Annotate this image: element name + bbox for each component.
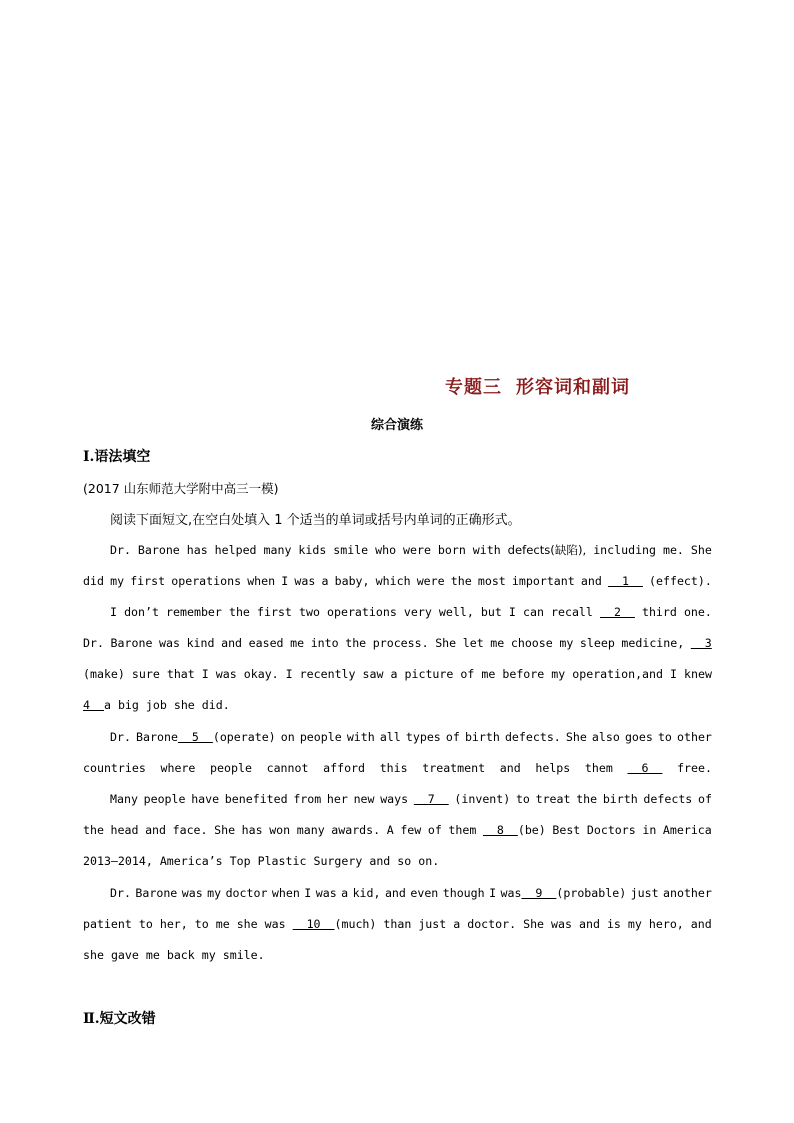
passage-word: my xyxy=(559,636,574,650)
passage-word: people xyxy=(210,761,252,775)
passage-word: Many xyxy=(110,792,138,806)
passage-word: of xyxy=(445,730,460,744)
passage-word: was xyxy=(181,886,203,900)
passage-word-with-blank: was 9 (probable) xyxy=(500,886,627,900)
passage-word: even xyxy=(410,886,439,900)
passage-word-with-blank xyxy=(600,604,635,620)
passage-word: the xyxy=(83,823,104,837)
passage-word: I xyxy=(489,886,497,900)
answer-blank: 7 xyxy=(413,792,449,806)
passage-word: birth xyxy=(602,792,638,806)
passage-word: let xyxy=(462,636,484,650)
passage-word: a xyxy=(390,667,398,681)
passage-word: eased xyxy=(248,636,284,650)
passage-line xyxy=(83,666,712,682)
passage-word-with-blank: 8 (be) xyxy=(482,823,546,837)
passage-word: including xyxy=(593,543,657,557)
answer-blank: 9 xyxy=(521,886,557,900)
passage-word-with-blank: Barone 5 (operate) xyxy=(136,730,276,744)
passage-word: and xyxy=(145,823,167,837)
passage-word: me xyxy=(290,636,305,650)
passage-word: my xyxy=(201,948,216,962)
answer-blank: 4 xyxy=(83,698,104,712)
passage-word: most xyxy=(477,574,506,588)
passage-word-with-blank xyxy=(691,635,712,651)
passage-word: She xyxy=(565,730,587,744)
passage-word: her xyxy=(326,792,348,806)
passage-word: medicine, xyxy=(621,636,685,650)
passage-word: on. xyxy=(418,854,440,868)
passage-word: me xyxy=(490,636,505,650)
passage-word: were xyxy=(403,543,431,557)
passage-word: also xyxy=(591,730,620,744)
passage-word: of xyxy=(427,823,442,837)
passage-word: helped xyxy=(214,543,257,557)
passage-line xyxy=(110,729,712,745)
passage-word: smile xyxy=(333,543,369,557)
passage-word-with-blank: 10 (much) xyxy=(292,917,377,931)
passage-word: I xyxy=(508,605,516,619)
passage-word: who xyxy=(375,543,397,557)
passage-word: my xyxy=(627,917,642,931)
passage-word: I xyxy=(285,667,293,681)
answer-blank: 1 xyxy=(607,574,643,588)
passage-word: birth xyxy=(464,730,500,744)
passage-word: a xyxy=(321,574,329,588)
passage-line xyxy=(110,885,712,901)
passage-word: (make) xyxy=(83,667,125,681)
passage-word: She xyxy=(523,917,545,931)
passage-word: kind xyxy=(186,636,215,650)
passage-word: picture xyxy=(404,667,454,681)
title-topic: 形容词和副词 xyxy=(516,377,630,398)
passage-word: face. xyxy=(172,823,208,837)
passage-word: defects(缺陷), xyxy=(507,543,587,557)
section-heading-grammar-fill: Ⅰ.语法填空 xyxy=(83,449,151,465)
passage-word: was xyxy=(264,917,286,931)
passage-word: gave xyxy=(110,948,139,962)
answer-blank: 5 xyxy=(177,730,213,744)
passage-word: I xyxy=(281,574,289,588)
passage-word: I xyxy=(670,667,677,681)
passage-line xyxy=(83,853,712,869)
passage-word: choose xyxy=(510,636,553,650)
passage-line xyxy=(110,542,712,558)
passage-word: (invent) xyxy=(454,792,511,806)
passage-word: this xyxy=(379,761,408,775)
passage-word: she xyxy=(173,698,195,712)
passage-word: Barone xyxy=(110,636,153,650)
passage-word: did. xyxy=(201,698,230,712)
passage-word: though xyxy=(442,886,485,900)
answer-blank: 2 xyxy=(599,605,635,619)
passage-word: my xyxy=(207,886,222,900)
passage-word: the xyxy=(450,574,472,588)
passage-word: me. xyxy=(662,543,684,557)
passage-word: ways xyxy=(380,792,409,806)
answer-blank: 3 xyxy=(690,636,712,650)
passage-word: free. xyxy=(677,761,712,775)
passage-word: types xyxy=(405,730,441,744)
passage-word: into xyxy=(310,636,339,650)
passage-word: Doctors xyxy=(586,823,636,837)
passage-line xyxy=(83,822,712,838)
passage-word: treatment xyxy=(422,761,486,775)
passage-word: she xyxy=(83,948,104,962)
passage-word: them xyxy=(448,823,477,837)
passage-word: before xyxy=(502,667,545,681)
passage-word: head xyxy=(110,823,139,837)
passage-word: to xyxy=(138,917,153,931)
passage-word: and xyxy=(690,917,712,931)
passage-word: but xyxy=(480,605,502,619)
passage-word: of xyxy=(460,667,475,681)
passage-word: few xyxy=(400,823,422,837)
passage-word: when xyxy=(247,574,276,588)
passage-word: them xyxy=(584,761,613,775)
passage-word: to xyxy=(515,792,530,806)
answer-blank: 10 xyxy=(292,917,335,931)
passage-word: Barone xyxy=(135,886,178,900)
passage-word: operations xyxy=(327,605,397,619)
passage-word: important xyxy=(511,574,575,588)
passage-word: doctor. xyxy=(467,917,517,931)
passage-line xyxy=(83,635,712,651)
passage-word: smile. xyxy=(222,948,265,962)
passage-word: I xyxy=(110,605,117,619)
page-subtitle: 综合演练 xyxy=(370,418,423,433)
passage-word: treat xyxy=(535,792,571,806)
passage-word: Plastic xyxy=(257,854,307,868)
passage-word: me xyxy=(215,917,230,931)
passage-word: She xyxy=(690,543,712,557)
passage-word: goes xyxy=(624,730,653,744)
passage-word: 2013—2014, xyxy=(83,854,153,868)
passage-word: sleep xyxy=(579,636,615,650)
passage-word: was xyxy=(215,667,237,681)
passage-word: people xyxy=(143,792,186,806)
passage-word: and xyxy=(499,761,521,775)
passage-word: countries xyxy=(83,761,146,775)
passage-word: with xyxy=(472,543,501,557)
passage-word: the xyxy=(576,792,598,806)
passage-word: okay. xyxy=(243,667,279,681)
passage-word: have xyxy=(191,792,220,806)
passage-word: defects xyxy=(643,792,693,806)
passage-word: a xyxy=(341,886,349,900)
title-number: 专题三 xyxy=(445,377,502,398)
passage-word: on xyxy=(280,730,295,744)
passage-word: benefited xyxy=(224,792,288,806)
passage-word: can xyxy=(522,605,544,619)
passage-word: the xyxy=(228,605,250,619)
passage-word: many xyxy=(263,543,292,557)
passage-word: back xyxy=(166,948,195,962)
passage-line xyxy=(110,791,712,807)
passage-word: just xyxy=(630,886,659,900)
passage-word: and xyxy=(221,636,243,650)
passage-word: when xyxy=(271,886,300,900)
passage-word: knew xyxy=(684,667,712,681)
passage-word: two xyxy=(298,605,320,619)
passage-word: where xyxy=(160,761,196,775)
passage-word: recall xyxy=(551,605,593,619)
page-title xyxy=(445,373,630,399)
passage-word: Dr. xyxy=(83,636,104,650)
passage-word: Top xyxy=(229,854,251,868)
passage-word: afford xyxy=(323,761,366,775)
passage-word: doctor xyxy=(225,886,268,900)
answer-blank: 8 xyxy=(482,823,518,837)
passage-word: just xyxy=(418,917,447,931)
passage-word: She xyxy=(435,636,457,650)
passage-word: did xyxy=(83,574,104,588)
passage-word: kids xyxy=(298,543,327,557)
passage-word: awards. xyxy=(331,823,381,837)
passage-word: with xyxy=(346,730,375,744)
passage-word: which xyxy=(375,574,411,588)
passage-word: so xyxy=(397,854,412,868)
passage-line xyxy=(110,604,712,620)
passage-word: my xyxy=(110,574,125,588)
passage-word: other xyxy=(677,730,712,744)
passage-word: and xyxy=(384,886,406,900)
passage-word: hero, xyxy=(648,917,684,931)
passage-word: process. xyxy=(372,636,429,650)
passage-word: baby, xyxy=(334,574,370,588)
passage-word: operation,and xyxy=(572,667,663,681)
passage-word: was xyxy=(551,917,572,931)
passage-word: don’t xyxy=(124,605,159,619)
exercise-source: (2017 山东师范大学附中高三一模) xyxy=(83,481,279,496)
passage-word: my xyxy=(551,667,566,681)
passage-word: from xyxy=(293,792,322,806)
passage-word: She xyxy=(214,823,236,837)
passage-line xyxy=(83,916,712,932)
passage-word: defects. xyxy=(504,730,561,744)
passage-word: Surgery xyxy=(313,854,363,868)
passage-word: Best xyxy=(552,823,581,837)
passage-word: she xyxy=(236,917,258,931)
passage-word: has xyxy=(186,543,208,557)
passage-word: I xyxy=(304,886,312,900)
passage-word: one. xyxy=(683,605,712,619)
passage-word: her, xyxy=(159,917,188,931)
passage-word: won xyxy=(269,823,291,837)
passage-word: me xyxy=(481,667,496,681)
passage-word: born xyxy=(437,543,466,557)
passage-word: to xyxy=(657,730,672,744)
passage-line xyxy=(83,697,712,713)
passage-word: (effect). xyxy=(649,574,712,588)
passage-word: and xyxy=(580,574,602,588)
passage-word: saw xyxy=(362,667,384,681)
passage-word: Dr. xyxy=(110,543,131,557)
passage-word: were xyxy=(416,574,445,588)
passage-word: third xyxy=(641,605,677,619)
passage-word: the xyxy=(345,636,367,650)
passage-word: Dr. xyxy=(110,730,131,744)
passage-word: people xyxy=(299,730,342,744)
passage-word: many xyxy=(296,823,325,837)
passage-word: operations xyxy=(171,574,242,588)
passage-word: was xyxy=(315,886,337,900)
answer-blank: 6 xyxy=(627,761,663,775)
passage-word: was xyxy=(159,636,180,650)
passage-word: big xyxy=(117,698,139,712)
passage-word: and xyxy=(369,854,391,868)
passage-word: kid, xyxy=(352,886,381,900)
passage-word-with-blank: 4 a xyxy=(83,698,111,712)
passage-word: and xyxy=(579,917,600,931)
passage-word: America xyxy=(662,823,712,837)
passage-word: America’s xyxy=(159,854,223,868)
passage-word: sure xyxy=(131,667,160,681)
passage-word: patient xyxy=(83,917,132,931)
passage-word: that xyxy=(166,667,195,681)
passage-word: has xyxy=(241,823,263,837)
passage-word: remember xyxy=(166,605,222,619)
passage-word: cannot xyxy=(266,761,309,775)
passage-line xyxy=(83,947,712,963)
passage-word: than xyxy=(383,917,412,931)
passage-word: of xyxy=(697,792,712,806)
passage-word: in xyxy=(642,823,657,837)
passage-word-with-blank xyxy=(414,791,449,807)
passage-word: I xyxy=(201,667,209,681)
passage-word-with-blank xyxy=(628,760,663,776)
exercise-instruction: 阅读下面短文,在空白处填入 1 个适当的单词或括号内单词的正确形式。 xyxy=(110,513,521,528)
passage-word: first xyxy=(130,574,166,588)
passage-word: is xyxy=(606,917,621,931)
passage-word: A xyxy=(386,823,394,837)
passage-word: job xyxy=(145,698,167,712)
passage-word: very xyxy=(403,605,432,619)
passage-word: all xyxy=(379,730,401,744)
passage-word: recently xyxy=(299,667,356,681)
passage-word: helps xyxy=(535,761,571,775)
passage-word-with-blank xyxy=(608,573,643,589)
passage-word: me xyxy=(145,948,160,962)
passage-word: first xyxy=(257,605,292,619)
passage-word: a xyxy=(453,917,461,931)
section-heading-error-correction: Ⅱ.短文改错 xyxy=(83,1011,156,1027)
passage-word: Dr. xyxy=(110,886,131,900)
passage-line xyxy=(83,760,712,776)
passage-word: well, xyxy=(438,605,474,619)
passage-word: to xyxy=(194,917,209,931)
passage-word: another xyxy=(663,886,712,900)
passage-word: Barone xyxy=(137,543,180,557)
passage-line xyxy=(83,573,712,589)
passage-word: new xyxy=(353,792,375,806)
passage-word: was xyxy=(294,574,316,588)
